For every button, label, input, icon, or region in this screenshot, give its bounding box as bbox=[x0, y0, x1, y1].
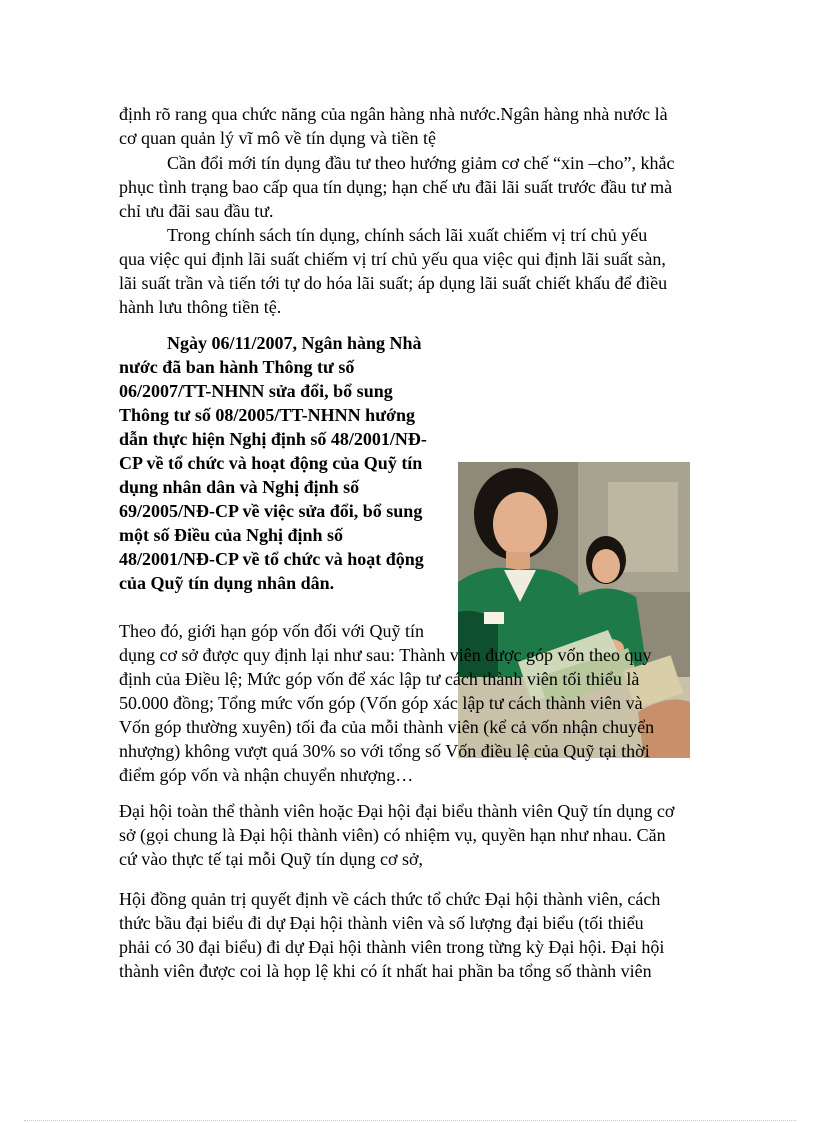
page-bottom-divider bbox=[24, 1120, 796, 1121]
paragraph-4-line-4: 50.000 đồng; Tổng mức vốn góp (Vốn góp xác lập tư cách thành viên và bbox=[119, 693, 643, 713]
paragraph-1-line-1: định rõ rang qua chức năng của ngân hàng nhà nước.Ngân hàng nhà nước là bbox=[119, 104, 668, 124]
bold-block-line-8: 69/2005/NĐ-CP về việc sửa đổi, bổ sung bbox=[119, 501, 423, 521]
paragraph-4-line-3: định của Điều lệ; Mức góp vốn để xác lập tư cách thành viên tối thiểu là bbox=[119, 669, 640, 689]
paragraph-4-line-5: Vốn góp thường xuyên) tối đa của mỗi thành viên (kể cả vốn nhận chuyển bbox=[119, 717, 655, 737]
paragraph-5-line-3: cứ vào thực tế tại mỗi Quỹ tín dụng cơ sở, bbox=[119, 849, 423, 869]
paragraph-3-line-1: Trong chính sách tín dụng, chính sách lãi xuất chiếm vị trí chủ yếu bbox=[167, 225, 648, 245]
paragraph-6-line-4: thành viên được coi là họp lệ khi có ít nhất hai phần ba tổng số thành viên bbox=[119, 961, 652, 981]
bold-block-line-6: CP về tổ chức và hoạt động của Quỹ tín bbox=[119, 453, 423, 473]
bold-block-line-5: dẫn thực hiện Nghị định số 48/2001/NĐ- bbox=[119, 429, 427, 449]
bold-block-line-1: Ngày 06/11/2007, Ngân hàng Nhà bbox=[167, 333, 422, 353]
paragraph-5-line-1: Đại hội toàn thể thành viên hoặc Đại hội đại biểu thành viên Quỹ tín dụng cơ bbox=[119, 801, 675, 821]
paragraph-5-line-2: sở (gọi chung là Đại hội thành viên) có nhiệm vụ, quyền hạn như nhau. Căn bbox=[119, 825, 666, 845]
paragraph-4-line-1: Theo đó, giới hạn góp vốn đối với Quỹ tín bbox=[119, 621, 425, 641]
paragraph-3-line-2: qua việc qui định lãi suất chiếm vị trí chủ yếu qua việc qui định lãi suất sàn, bbox=[119, 249, 666, 269]
paragraph-2-line-3: chỉ ưu đãi sau đầu tư. bbox=[119, 201, 274, 221]
bold-block-line-10: 48/2001/NĐ-CP về tổ chức và hoạt động bbox=[119, 549, 424, 569]
paragraph-2-line-2: phục tình trạng bao cấp qua tín dụng; hạn chế ưu đãi lãi suất trước đầu tư mà bbox=[119, 177, 673, 197]
bold-block-line-4: Thông tư số 08/2005/TT-NHNN hướng bbox=[119, 405, 415, 425]
paragraph-6-line-3: phải có 30 đại biểu) đi dự Đại hội thành viên trong từng kỳ Đại hội. Đại hội bbox=[119, 937, 665, 957]
bold-block-line-7: dụng nhân dân và Nghị định số bbox=[119, 477, 360, 497]
paragraph-4-line-6: nhượng) không vượt quá 30% so với tổng số Vốn điều lệ của Quỹ tại thời bbox=[119, 741, 650, 761]
bold-block-line-3: 06/2007/TT-NHNN sửa đổi, bổ sung bbox=[119, 381, 393, 401]
paragraph-3-line-3: lãi suất trần và tiến tới tự do hóa lãi suất; áp dụng lãi suất chiết khấu để điều bbox=[119, 273, 668, 293]
bold-block-line-2: nước đã ban hành Thông tư số bbox=[119, 357, 355, 377]
paragraph-6-line-1: Hội đồng quản trị quyết định về cách thức tổ chức Đại hội thành viên, cách bbox=[119, 889, 661, 909]
paragraph-6-line-2: thức bầu đại biểu đi dự Đại hội thành viên và số lượng đại biểu (tối thiểu bbox=[119, 913, 644, 933]
paragraph-4-line-7: điểm góp vốn và nhận chuyển nhượng… bbox=[119, 765, 414, 785]
paragraph-2-line-1: Cần đổi mới tín dụng đầu tư theo hướng giảm cơ chế “xin –cho”, khắc bbox=[167, 153, 675, 173]
bold-block-line-11: của Quỹ tín dụng nhân dân. bbox=[119, 573, 335, 593]
paragraph-4-line-2: dụng cơ sở được quy định lại như sau: Thành viên được góp vốn theo quy bbox=[119, 645, 652, 665]
paragraph-1-line-2: cơ quan quản lý vĩ mô về tín dụng và tiền tệ bbox=[119, 128, 436, 148]
bold-block-line-9: một số Điều của Nghị định số bbox=[119, 525, 344, 545]
paragraph-3-line-4: hành lưu thông tiền tệ. bbox=[119, 297, 282, 317]
